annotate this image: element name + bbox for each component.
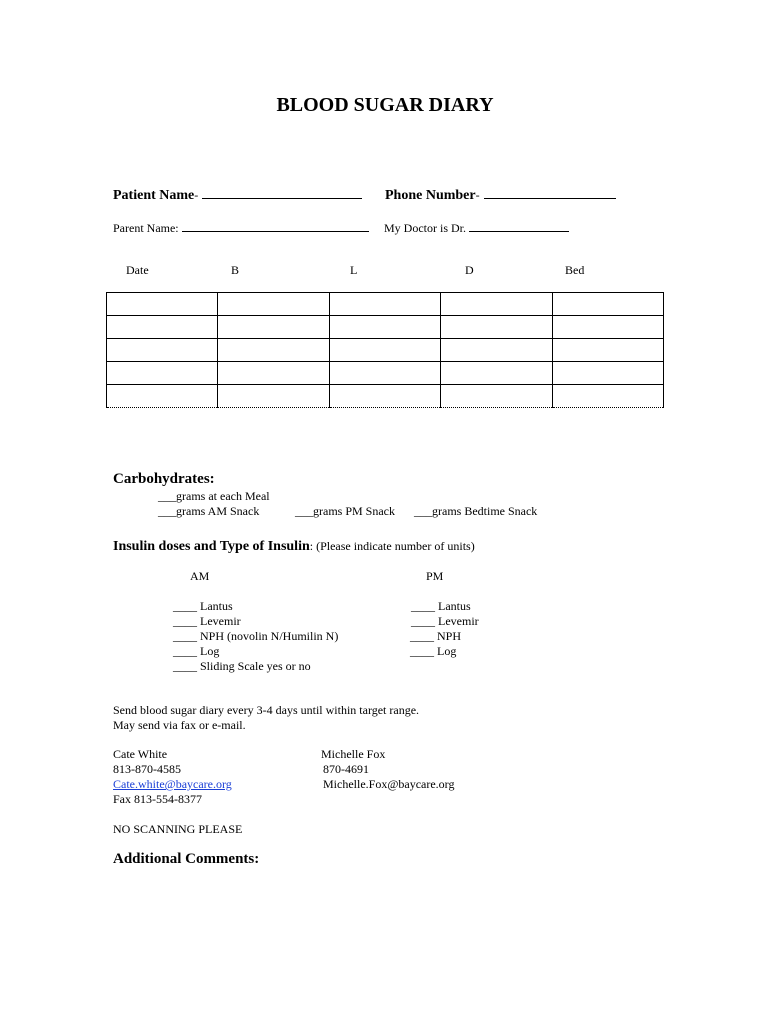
table-cell[interactable] [441, 385, 552, 408]
patient-name-dash: - [194, 188, 199, 202]
table-cell[interactable] [218, 385, 329, 408]
insulin-heading-row [113, 537, 475, 555]
carb-meal-line: ___grams at each Meal [158, 489, 270, 503]
am-insulin-levemir: ____ Levemir [173, 614, 241, 628]
table-cell[interactable] [552, 362, 663, 385]
pm-insulin-log: ____ Log [410, 644, 457, 658]
phone-number-field[interactable] [484, 186, 616, 199]
table-cell[interactable] [107, 293, 218, 316]
insulin-note: : (Please indicate number of units) [309, 539, 475, 553]
instructions-line-1: Send blood sugar diary every 3-4 days until within target range. [113, 703, 420, 717]
pm-insulin-nph: ____ NPH [410, 629, 462, 643]
table-cell[interactable] [329, 316, 440, 339]
patient-name-row [113, 186, 362, 204]
table-row [107, 362, 664, 385]
insulin-am-label: AM [190, 569, 210, 583]
contact-cate-phone: 813-870-4585 [113, 762, 181, 776]
am-insulin-lantus: ____ Lantus [173, 599, 233, 613]
insulin-pm-label: PM [426, 569, 444, 583]
pm-insulin-lantus: ____ Lantus [411, 599, 471, 613]
carb-pm-snack-line: ___grams PM Snack [295, 504, 395, 518]
col-header-lunch: L [350, 263, 358, 277]
parent-name-label: Parent Name: [113, 221, 179, 235]
blood-sugar-log-table [106, 292, 664, 408]
patient-name-label: Patient Name [113, 188, 195, 203]
parent-name-field[interactable] [182, 219, 369, 232]
carb-bedtime-snack-line: ___grams Bedtime Snack [414, 504, 538, 518]
contact-cate-email-link[interactable]: Cate.white@baycare.org [113, 777, 232, 791]
doctor-label: My Doctor is Dr. [384, 221, 466, 235]
doctor-field[interactable] [469, 219, 569, 232]
contact-cate-fax: Fax 813-554-8377 [113, 792, 202, 806]
am-insulin-nph: ____ NPH (novolin N/Humilin N) [173, 629, 339, 643]
table-cell[interactable] [552, 316, 663, 339]
table-cell[interactable] [218, 316, 329, 339]
parent-name-row [113, 219, 369, 236]
additional-comments-heading: Additional Comments: [113, 851, 260, 867]
table-cell[interactable] [329, 385, 440, 408]
table-cell[interactable] [107, 362, 218, 385]
table-row [107, 385, 664, 408]
carb-am-snack-line: ___grams AM Snack [158, 504, 260, 518]
table-cell[interactable] [218, 339, 329, 362]
table-row [107, 293, 664, 316]
carbohydrates-heading: Carbohydrates: [113, 471, 215, 487]
table-cell[interactable] [441, 316, 552, 339]
table-cell[interactable] [329, 362, 440, 385]
am-insulin-log: ____ Log [173, 644, 220, 658]
col-header-dinner: D [465, 263, 474, 277]
table-cell[interactable] [552, 385, 663, 408]
table-cell[interactable] [441, 339, 552, 362]
am-insulin-sliding-scale: ____ Sliding Scale yes or no [173, 659, 311, 673]
insulin-heading: Insulin doses and Type of Insulin [113, 539, 310, 554]
table-cell[interactable] [107, 339, 218, 362]
table-cell[interactable] [107, 385, 218, 408]
col-header-date: Date [126, 263, 149, 277]
contact-cate-name: Cate White [113, 747, 168, 761]
instructions-line-2: May send via fax or e-mail. [113, 718, 246, 732]
table-cell[interactable] [329, 339, 440, 362]
page-title: BLOOD SUGAR DIARY [276, 94, 494, 116]
patient-name-field[interactable] [202, 186, 362, 199]
table-cell[interactable] [441, 362, 552, 385]
table-row [107, 339, 664, 362]
phone-number-row [385, 186, 616, 204]
table-cell[interactable] [441, 293, 552, 316]
phone-number-dash: - [475, 188, 480, 202]
phone-number-label: Phone Number [385, 188, 476, 203]
no-scanning-notice: NO SCANNING PLEASE [113, 822, 243, 836]
table-cell[interactable] [552, 293, 663, 316]
col-header-breakfast: B [231, 263, 240, 277]
contact-michelle-email: Michelle.Fox@baycare.org [323, 777, 455, 791]
col-header-bedtime: Bed [565, 263, 585, 277]
table-cell[interactable] [552, 339, 663, 362]
contact-michelle-phone: 870-4691 [323, 762, 369, 776]
pm-insulin-levemir: ____ Levemir [411, 614, 479, 628]
table-cell[interactable] [329, 293, 440, 316]
table-cell[interactable] [218, 293, 329, 316]
table-cell[interactable] [218, 362, 329, 385]
table-cell[interactable] [107, 316, 218, 339]
contact-michelle-name: Michelle Fox [321, 747, 386, 761]
table-row [107, 316, 664, 339]
doctor-row [384, 219, 569, 236]
